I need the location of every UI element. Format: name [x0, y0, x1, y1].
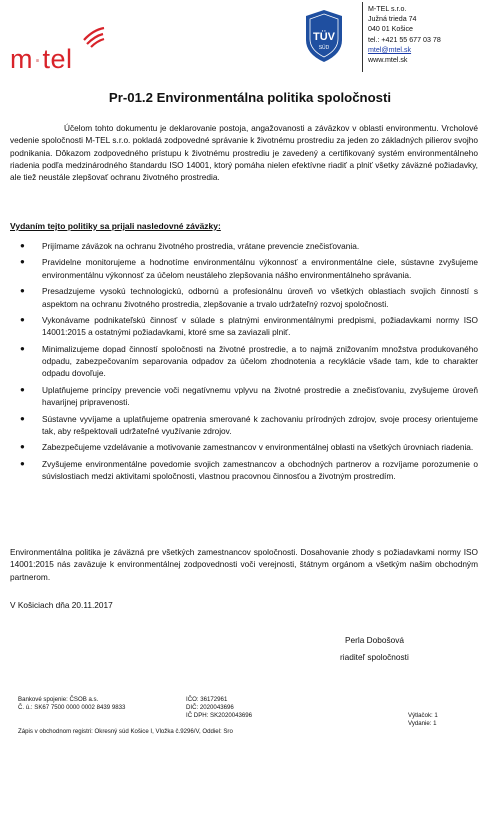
- list-item: ● Zvyšujeme environmentálne povedomie svojich zamestnancov a obchodných partnerov a rozvíjame porozumenie o súvislostiach medzi aktivitami spoločnosti, vlastnou pracovnou činnosťou a životným prostredím.: [20, 458, 478, 482]
- edition-number: Vydanie: 1: [408, 720, 437, 727]
- list-item: ● Pravidelne monitorujeme a hodnotíme environmentálnu výkonnosť a environmentálne ciele, sústavne zvyšujeme environmentálnu výkonnosť za účelom neustáleho zlepšovania nášho environmentálneho správania.: [20, 257, 478, 280]
- bullet-icon: ●: [20, 286, 25, 296]
- commitments-heading: Vydaním tejto politiky sa prijali nasledovné záväzky:: [10, 221, 221, 231]
- tax-info: [186, 696, 252, 720]
- header-divider: [362, 2, 363, 72]
- list-item: ● Vykonávame podnikateľskú činnosť v súlade s platnými environmentálnymi predpismi, požiadavkami normy ISO 14001:2015 a ostatnými požiadavkami, ktoré sme sa zaviazali plniť.: [20, 315, 478, 338]
- list-item: ● Sústavne vyvíjame a uplatňujeme opatrenia smerované k zachovaniu prírodných zdrojov, svoje procesy orientujeme tak, aby rešpektovali udržateľné využívanie zdrojov.: [20, 413, 478, 436]
- tuv-certification-seal: [302, 8, 346, 64]
- copy-number: Výtlačok: 1: [408, 712, 438, 719]
- signatory-role: riaditeľ spoločnosti: [340, 652, 409, 662]
- bullet-icon: ●: [20, 458, 25, 468]
- intro-paragraph: Účelom tohto dokumentu je deklarovanie postoja, angažovanosti a záväzkov v oblasti environmentu. Vrcholové vedenie spoločnosti M-TEL s.r.o. pokladá zodpovedné správanie k životnému prostrediu za jeden zo základných pilierov svojho podnikania. Dôkazom zodpovedného prístupu k životnému prostrediu je zavedený a certifikovaný systém environmentálneho riadenia podľa medzinárodného štandardu ISO 14001, ktorý pomáha nielen efektívne riadiť a plniť všetky záväzné požiadavky, ale tiež neustále zlepšovať ochranu životného prostredia.: [10, 123, 478, 183]
- place-date: V Košiciach dňa 20.11.2017: [10, 600, 113, 610]
- ico: IČO: 36172961: [186, 696, 228, 703]
- address-line: Južná trieda 74: [368, 15, 417, 24]
- registry-info: Zápis v obchodnom registri: Okresný súd Košice I, Vložka č.9296/V, Oddiel: Sro: [18, 728, 233, 735]
- list-item: ● Presadzujeme vysokú technologickú, odbornú a profesionálnu úroveň vo všetkých oblastiach svojich činností s aspektom na ochranu životného prostredia, zlepšovanie a trvalo udržateľný rozvoj spoločnosti.: [20, 286, 478, 309]
- email-link[interactable]: mtel@mtel.sk: [368, 45, 412, 54]
- signal-waves-icon: [83, 26, 109, 48]
- bank-info: [18, 696, 125, 712]
- list-item: ● Zabezpečujeme vzdelávanie a motivovanie zamestnancov v environmentálnej oblasti na všetkých úrovniach riadenia.: [20, 442, 474, 453]
- address-phone: tel.: +421 55 677 03 78: [368, 35, 441, 44]
- list-item: ● Minimalizujeme dopad činností spoločnosti na životné prostredie, a to najmä znižovaním množstva produkovaného odpadu, zabezpečovaním separovania odpadov za účelom zhodnotenia a recyklácie všade tam, kde to charakter odpadu dovoľuje.: [20, 343, 478, 379]
- seal-subtext: SÜD: [318, 45, 330, 51]
- bank-label: Bankové spojenie: ČSOB a.s.: [18, 696, 99, 703]
- web-address: www.mtel.sk: [368, 56, 408, 65]
- commitments-list: [10, 240, 478, 487]
- bullet-icon: ●: [20, 315, 25, 325]
- document-version: [408, 712, 438, 728]
- bullet-icon: ●: [20, 241, 25, 250]
- dic: DIČ: 2020043696: [186, 704, 234, 711]
- signatory-name: Perla Dobošová: [345, 635, 405, 645]
- address-line: M-TEL s.r.o.: [368, 5, 407, 13]
- bullet-icon: ●: [20, 343, 25, 353]
- document-title: Pr-01.2 Environmentálna politika spoločnosti: [108, 90, 392, 105]
- icdph: IČ DPH: SK2020043696: [186, 712, 253, 719]
- logo-wordmark: m·tel: [10, 44, 73, 74]
- mtel-logo: [10, 40, 130, 80]
- address-line: 040 01 Košice: [368, 25, 413, 34]
- bullet-icon: ●: [20, 257, 25, 267]
- closing-paragraph: Environmentálna politika je záväzná pre všetkých zamestnancov spoločnosti. Dosahovanie zhody s požiadavkami normy ISO 14001:2015 nás zaväzuje k environmentálnej zodpovednosti voči verejnosti, štátnym orgánom a všetkým našim obchodným partnerom.: [10, 547, 478, 582]
- seal-text: TÜV: [313, 31, 335, 43]
- list-item: ● Uplatňujeme princípy prevencie voči negatívnemu vplyvu na životné prostredie a znečisťovaniu, zvyšujeme úroveň havarijnej pripravenosti.: [20, 384, 478, 408]
- bullet-icon: ●: [20, 413, 25, 423]
- bullet-icon: ●: [20, 384, 25, 394]
- list-item: ● Prijímame záväzok na ochranu životného prostredia, vrátane prevencie znečisťovania.: [20, 241, 360, 251]
- bullet-icon: ●: [20, 442, 25, 452]
- bank-account: Č. ú.: SK67 7500 0000 0002 8439 9833: [18, 704, 126, 711]
- company-address: [368, 4, 441, 65]
